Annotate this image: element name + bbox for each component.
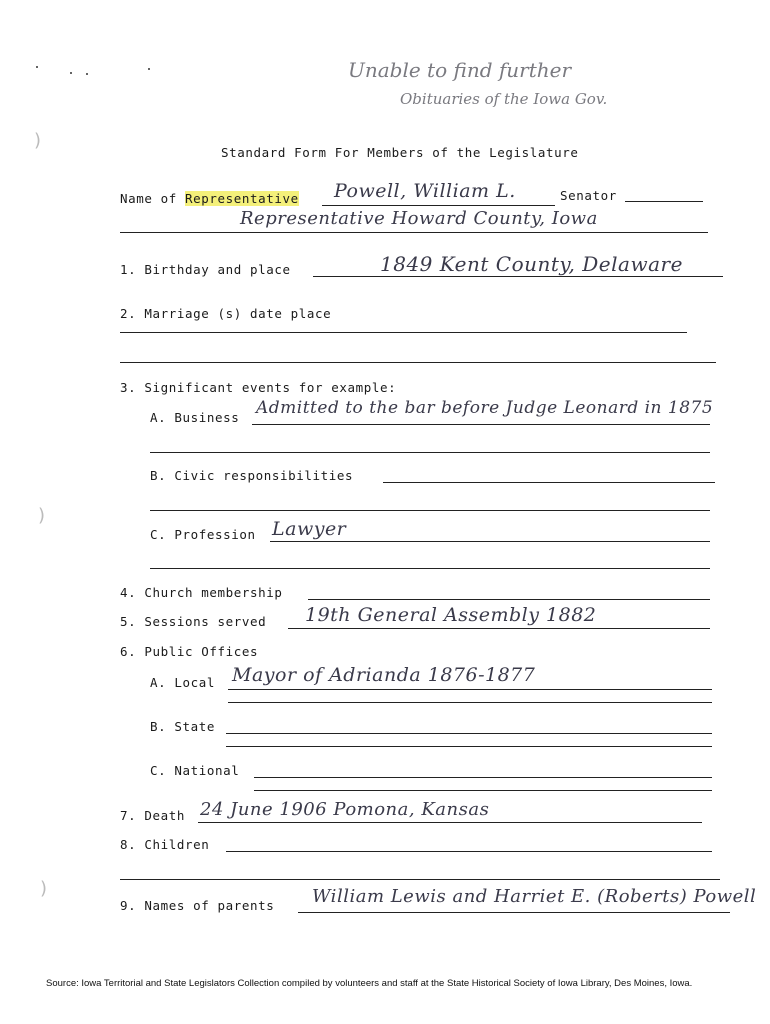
profession-value: Lawyer <box>272 518 347 540</box>
local-line-2 <box>228 702 712 703</box>
senator-underline <box>625 201 703 202</box>
state-underline <box>226 733 712 734</box>
state-label: B. State <box>150 719 216 734</box>
page-title: Standard Form For Members of the Legislature <box>221 145 579 160</box>
scan-speck <box>36 66 38 68</box>
birthday-label: 1. Birthday and place <box>120 262 291 277</box>
marriage-line-1 <box>120 332 687 333</box>
death-label: 7. Death <box>120 808 186 823</box>
scan-speck <box>70 72 72 74</box>
business-label: A. Business <box>150 410 240 425</box>
local-value: Mayor of Adrianda 1876-1877 <box>232 664 536 686</box>
state-line-2 <box>226 746 712 747</box>
marriage-label: 2. Marriage (s) date place <box>120 306 332 321</box>
representative-label: Representative <box>185 191 299 206</box>
page-edge-mark: ) <box>40 878 48 899</box>
civic-line-2 <box>150 510 710 511</box>
civic-underline <box>383 482 715 483</box>
children-underline <box>226 851 712 852</box>
civic-label: B. Civic responsibilities <box>150 468 354 483</box>
business-line-2 <box>150 452 710 453</box>
offices-label: 6. Public Offices <box>120 644 259 659</box>
children-line-2 <box>120 879 720 880</box>
sessions-value: 19th General Assembly 1882 <box>305 604 597 626</box>
handwritten-note-line1: Unable to find further <box>348 58 572 82</box>
national-line-2 <box>254 790 712 791</box>
page-edge-mark: ) <box>34 130 42 151</box>
rep-underline <box>120 232 708 233</box>
source-footer: Source: Iowa Territorial and State Legislators Collection compiled by volunteers and staff at the State Historical Society of Iowa Library, Des Moines, Iowa. <box>46 978 693 989</box>
death-underline <box>198 822 702 823</box>
senator-label: Senator <box>560 188 617 203</box>
profession-underline <box>270 541 710 542</box>
local-label: A. Local <box>150 675 216 690</box>
handwritten-note-line2: Obituaries of the Iowa Gov. <box>400 90 608 108</box>
name-of-label: Name of <box>120 191 177 206</box>
profession-label: C. Profession <box>150 527 256 542</box>
rep-county-value: Representative Howard County, Iowa <box>240 208 598 229</box>
scan-speck <box>148 68 150 70</box>
parents-underline <box>298 912 730 913</box>
events-label: 3. Significant events for example: <box>120 380 397 395</box>
name-label <box>120 191 299 206</box>
local-underline <box>228 689 712 690</box>
scan-speck <box>86 73 88 75</box>
business-underline <box>252 424 710 425</box>
profession-line-2 <box>150 568 710 569</box>
sessions-underline <box>288 628 710 629</box>
death-value: 24 June 1906 Pomona, Kansas <box>200 799 490 820</box>
name-underline <box>322 205 555 206</box>
birthday-underline <box>313 276 723 277</box>
national-label: C. National <box>150 763 240 778</box>
marriage-line-2 <box>120 362 716 363</box>
birthday-value: 1849 Kent County, Delaware <box>380 252 683 276</box>
parents-value: William Lewis and Harriet E. (Roberts) Powell <box>312 886 757 907</box>
church-underline <box>308 599 710 600</box>
national-underline <box>254 777 712 778</box>
parents-label: 9. Names of parents <box>120 898 275 913</box>
sessions-label: 5. Sessions served <box>120 614 267 629</box>
page-edge-mark: ) <box>38 505 46 526</box>
name-value: Powell, William L. <box>334 180 516 202</box>
church-label: 4. Church membership <box>120 585 283 600</box>
business-value: Admitted to the bar before Judge Leonard in 1875 <box>256 398 714 418</box>
children-label: 8. Children <box>120 837 210 852</box>
